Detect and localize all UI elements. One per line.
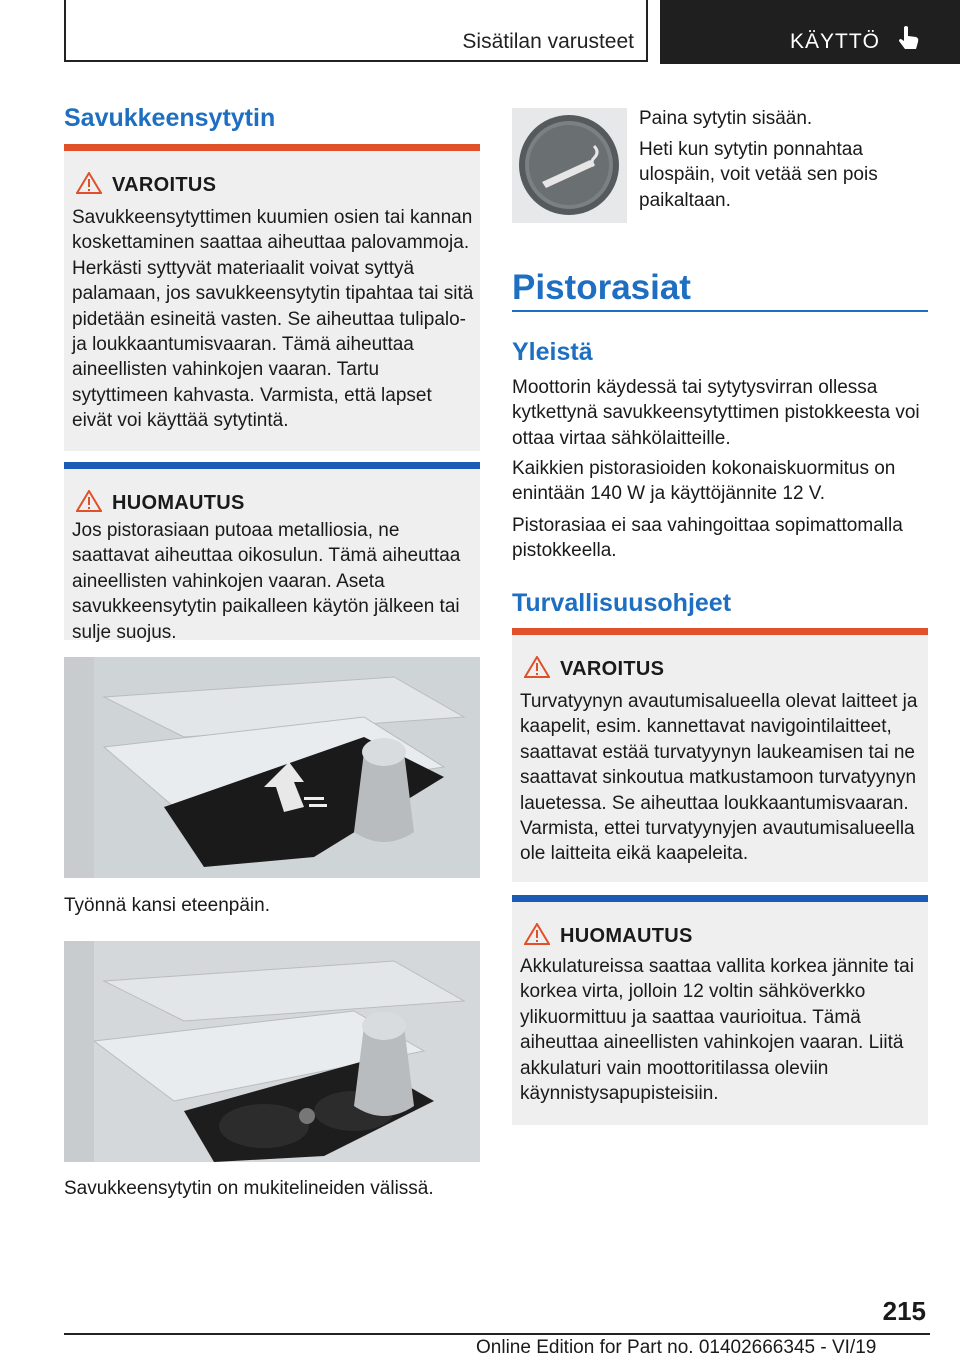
lighter-step-1: Paina sytytin sisään.	[639, 108, 813, 129]
notice-title: HUOMAUTUS	[112, 492, 245, 514]
warning-triangle-icon	[524, 656, 550, 678]
notice-title: HUOMAUTUS	[560, 925, 693, 947]
warning-title: VAROITUS	[112, 174, 217, 196]
footer-rule	[64, 1333, 930, 1335]
warning-triangle-icon	[76, 172, 102, 194]
warning-box-sockets	[512, 628, 928, 882]
heading-rule	[512, 310, 928, 312]
caption-push-cover: Työnnä kansi eteenpäin.	[64, 895, 270, 916]
heading-sockets: Pistorasiat	[512, 268, 691, 307]
heading-safety: Turvallisuusohjeet	[512, 589, 732, 617]
heading-general: Yleistä	[512, 338, 593, 366]
image-lighter-knob	[512, 108, 627, 223]
warning-text: Savukkeensytyttimen kuumien osien tai kannan koskettaminen saattaa aiheuttaa palovammoja. Herkästi syttyvät materiaalit voivat syttyä palamaan, jos savukkeensytytin tipahtaa tai sitä pidetään esineitä vasten. Se aiheuttaa tulipalo- ja loukkaantumisvaaran. Tämä aiheuttaa aineellisten vahinkojen vaaran. Tartu sytyttimeen kahvasta. Varmista, että lapset eivät voi käyttää sytytintä.	[72, 207, 474, 432]
warning-title: VAROITUS	[560, 658, 665, 680]
warning-bar	[512, 628, 928, 635]
lighter-step-2: Heti kun sytytin ponnahtaa ulospäin, voit vetää sen pois paikaltaan.	[639, 139, 878, 211]
general-para-2: Kaikkien pistorasioiden kokonaiskuormitus on enintään 140 W ja käyttöjännite 12 V.	[512, 458, 896, 505]
notice-box-sockets	[512, 895, 928, 1125]
heading-lighter: Savukkeensytytin	[64, 104, 276, 132]
image-cupholders	[64, 941, 480, 1162]
caption-cupholders: Savukkeensytytin on mukitelineiden välissä.	[64, 1178, 434, 1199]
notice-bar	[512, 895, 928, 902]
warning-text: Turvatyynyn avautumisalueella olevat laitteet ja kaapelit, esim. kannettavat navigointilaitteet, saattavat estää turvatyynyn laukeamisen tai ne saattavat sinkoutua matkustamoon turvatyynyn lauetessa. Se aiheuttaa loukkaantumisvaaran. Varmista, ettei turvatyynyjen avautumisalueella ole laitteita eikä kaapeleita.	[520, 691, 918, 865]
header-chapter-label: KÄYTTÖ	[790, 30, 881, 53]
page-number: 215	[882, 1296, 926, 1326]
warning-bar	[64, 144, 480, 151]
notice-box-lighter	[64, 462, 480, 643]
notice-bar	[64, 462, 480, 469]
general-para-1: Moottorin käydessä tai sytytysvirran ollessa kytkettynä savukkeensytyttimen pistokkeesta voi ottaa virtaa sähkölaitteille.	[512, 377, 920, 449]
notice-text: Akkulatureissa saattaa vallita korkea jännite tai korkea virta, jolloin 12 voltin sähköverkko ylikuormittuu ja saattaa vaurioitua. Tämä aiheuttaa aineellisten vahinkojen vaaran. Liitä akkulaturi vain moottoritilassa oleviin käynnistysapupisteisiin.	[520, 956, 914, 1105]
header-section-box	[64, 0, 648, 62]
notice-text: Jos pistorasiaan putoaa metalliosia, ne saattavat aiheuttaa oikosulun. Tämä aiheuttaa aineellisten vahinkojen vaaran. Aseta savukkeensytytin paikalleen käytön jälkeen tai sulje suojus.	[72, 520, 461, 643]
image-push-cover	[64, 657, 480, 878]
general-para-3: Pistorasiaa ei saa vahingoittaa sopimattomalla pistokkeella.	[512, 515, 903, 562]
notice-triangle-icon	[524, 923, 550, 945]
header-section-title: Sisätilan varusteet	[462, 30, 634, 53]
footer-edition: Online Edition for Part no. 01402666345 - VI/19	[476, 1337, 877, 1358]
notice-triangle-icon	[76, 490, 102, 512]
hand-pointer-icon	[897, 25, 921, 51]
warning-box-lighter	[64, 144, 480, 451]
header-chapter-tab	[660, 0, 960, 64]
